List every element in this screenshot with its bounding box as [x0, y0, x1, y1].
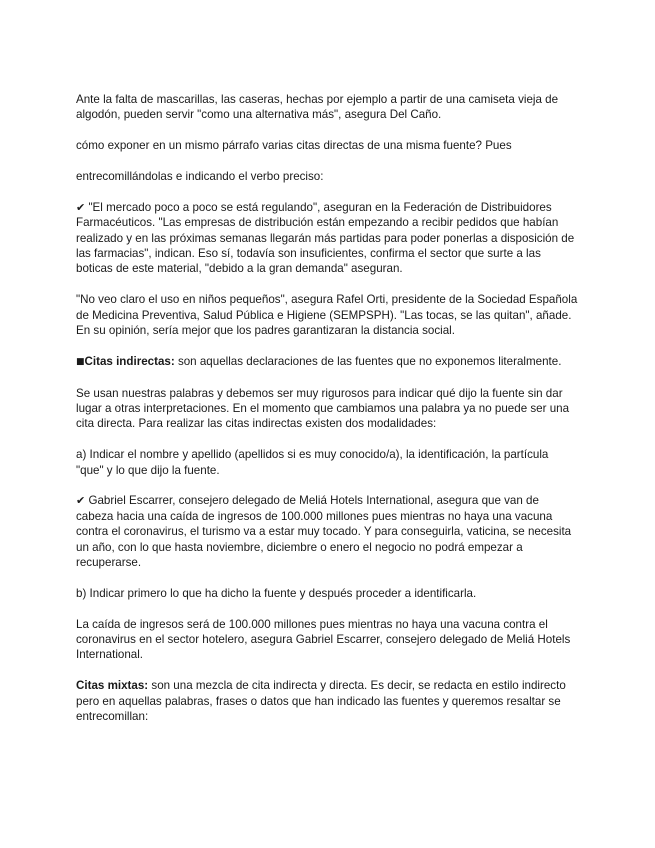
paragraph-question: cómo exponer en un mismo párrafo varias citas directas de una misma fuente? Pues	[76, 139, 512, 153]
paragraph-quote-orti: "No veo claro el uso en niños pequeños", asegura Rafel Orti, presidente de la Sociedad Española de Medicina Preventiva, Salud Pública e Higiene (SEMPSPH). "Las tocas, se las quitan", añade. En su opinión, sería mejor que los padres garantizaran la distancia social.	[76, 293, 578, 338]
example-text: Gabriel Escarrer, consejero delegado de Meliá Hotels International, asegura que van de cabeza hacia una caída de ingresos de 100.000 millones pues mientras no haya una vacuna contra el coronavirus, el turismo va a estar muy tocado. Y para conseguirla, vaticina, se necesita un año, con lo que hasta noviembre, diciembre o enero el negocio no podrá empezar a recuperarse.	[76, 494, 572, 570]
heading-citas-mixtas: Citas mixtas:	[76, 679, 149, 693]
paragraph-modality-a: a) Indicar el nombre y apellido (apellidos si es muy conocido/a), la identificación, la partícula "que" y lo que dijo la fuente.	[76, 448, 549, 477]
paragraph-example-direct-quotes	[76, 200, 578, 277]
square-bullet-icon: ■	[76, 356, 85, 367]
document-body	[76, 92, 578, 740]
example-text: "El mercado poco a poco se está regulando", aseguran en la Federación de Distribuidores Farmacéuticos. "Las empresas de distribución están empezando a recibir pedidos que habían realizado y en las próximas semanas llegarán más partidas para poder ponerlas a disposición de las farmacias", indican. Eso sí, todavía son insuficientes, confirma el sector que surte a las boticas de este material, "debido a la gran demanda" aseguran.	[76, 200, 575, 276]
checkmark-icon: ✔	[76, 200, 86, 214]
paragraph-example-escarrer	[76, 493, 578, 570]
paragraph-indirect-quotes	[76, 354, 578, 370]
paragraph-example-b: La caída de ingresos será de 100.000 millones pues mientras no haya una vacuna contra el coronavirus en el sector hotelero, asegura Gabriel Escarrer, consejero delegado de Meliá Hotels International.	[76, 617, 571, 662]
heading-citas-indirectas: Citas indirectas:	[84, 354, 175, 368]
paragraph-mixed-quotes	[76, 678, 578, 724]
checkmark-icon: ✔	[76, 494, 86, 508]
paragraph-modality-b: b) Indicar primero lo que ha dicho la fuente y después proceder a identificarla.	[76, 586, 477, 600]
definition-text: son una mezcla de cita indirecta y directa. Es decir, se redacta en estilo indirecto pero en aquellas palabras, frases o datos que han indicado las fuentes y queremos resaltar se entrecomillan:	[76, 679, 566, 724]
paragraph-rules: Se usan nuestras palabras y debemos ser muy rigurosos para indicar qué dijo la fuente sin dar lugar a otras interpretaciones. En el momento que cambiamos una palabra ya no puede ser una cita directa. Para realizar las citas indirectas existen dos modalidades:	[76, 386, 570, 431]
paragraph-intro: Ante la falta de mascarillas, las caseras, hechas por ejemplo a partir de una camiseta vieja de algodón, pueden servir "como una alternativa más", asegura Del Caño.	[76, 93, 559, 122]
definition-text: son aquellas declaraciones de las fuentes que no exponemos literalmente.	[174, 354, 562, 368]
paragraph-answer: entrecomillándolas e indicando el verbo preciso:	[76, 170, 324, 183]
